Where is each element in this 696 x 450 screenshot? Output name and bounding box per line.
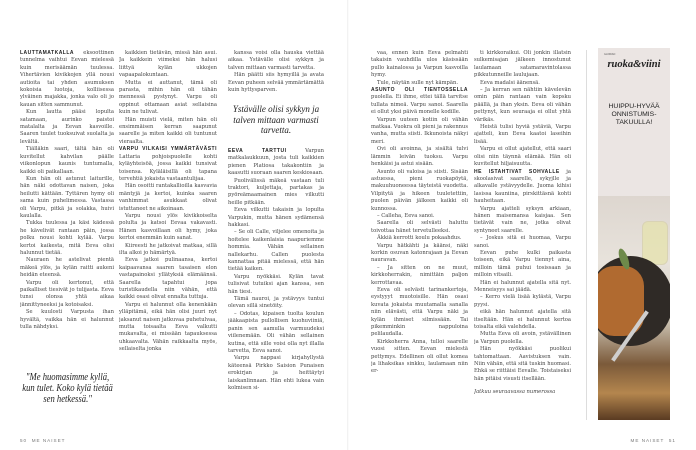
paragraph (228, 355, 324, 392)
paragraph-text: Kun hän oli astunut laiturille, hän näki odottavan naisen, joka heilutti kättään. Tyttären hymy oli sama kuin puhelimessa. Vastassa oli Varpu, pitkä ja solakka, huivi kaulalla. (20, 175, 114, 219)
page-number: 51 (668, 438, 676, 443)
paragraph-text: Hän nyökkäsi puolikui tahtomattaan. Aavistuksen vain. Niin vähän, että sitä tuskin huomasi. Ehkä se riittäisi Eevalle. Toistaiseksi hän pitäisi visusti itsellään. (474, 346, 571, 382)
paragraph (474, 87, 571, 124)
paragraph (371, 287, 468, 339)
paragraph (228, 72, 324, 94)
paragraph-text: Tukka tuulessa ja käsi kädessä he kävelivät rantaan päin, jossa polku nousi kohti kylää. Varpu kertoi kaikesta, mitä Eeva olisi halunnut tietää. (20, 220, 114, 256)
paragraph-text: Varpu oli kertonut, että paikalliset tiesivät jo tulijasta. Eeva tunsi olonsa yhtä aikaa jännittyneeksi ja kotoisaksi. (20, 279, 114, 308)
paragraph (20, 109, 114, 146)
paragraph (228, 311, 324, 355)
paragraph (474, 250, 571, 280)
paragraph (371, 220, 468, 235)
paragraph-text: Hän muisti vielä, miten hän oli ensimmäisen kerran saapunut saarelle ja miten kaikki oli tuntunut vieraalta. (119, 116, 217, 145)
paragraph (371, 169, 468, 213)
ad-brand-logo: ruoka&viini (607, 59, 661, 70)
magazine-name: ME NAISET (31, 438, 66, 443)
magazine-name: ME NAISET (630, 438, 665, 443)
paragraph (371, 213, 468, 220)
paragraph (228, 296, 324, 311)
paragraph-text: Nauraen he astelivat pientä mäkeä ylös, ja kylän raitti aukeni heidän eteensä. (20, 257, 114, 279)
paragraph-text: Hän ei halunnut ajatella sitä nyt. Menneisyys sai jäädä. (474, 279, 571, 293)
paragraph-text: Äkkiä kerrotti koulu pokaahdus. (377, 235, 462, 242)
paragraph-text: Kirkkoherra Anna, tulloi saarelle vuosi sitten. Eevan mielestä pettymys. Edellinen oli ollut komea ja lihaksikas sinkku, laulamaan niin er- (371, 338, 468, 375)
paragraph-text: Mutta Eeva oli avoin, ystävällinen ja Varpun puolella. (474, 331, 571, 345)
paragraph-text: – Se oli Calle, viljelee omenoita ja hoitelee kaikenlaisia naapuriemme hommia. Vähän sellainen nallekarhu. Callen puolesta kannattaa pitää mielessä, että hän tietää kaiken. (228, 229, 324, 273)
paragraph-text: Eevan puhe kulki paikasta toiseen, eikä Varpu tiennyt aina, milloin tämä puhui tosissaan ja milloin vitsaili. (474, 249, 571, 279)
paragraph (474, 331, 571, 346)
paragraph (119, 257, 217, 301)
paragraph (228, 274, 324, 296)
paragraph-text: Varpun uuteen kotiin oli vähän matkaa. Vuokra oli pieni ja rakennus vanha, mutta siisti. Ikkunoista näkyi meri. (371, 116, 468, 145)
paragraph (474, 169, 571, 206)
paragraph-text: Kiireesti he jatkoivat matkaa, sillä ilta alkoi jo hämärtyä. (119, 242, 217, 256)
advertisement[interactable] (598, 48, 670, 420)
paragraph-text: Se kuulosti Varpusta ihan hyvältä, vaikka hän ei halunnut tulla nähdyksi. (20, 309, 114, 331)
paragraph-text: ti kirkkoraikui. Oli jonkin illatsin sulkemisajan jälkeen innostunut laulamaan satamaravintolassa pikkutunneille laulujaan. (474, 50, 571, 79)
left-page-footer (20, 438, 65, 444)
paragraph-text: ja skoolasivat saarelle, sykyjlle ja alkavalle ystävyydelle. Juoma kihisi lasissa kauniina, pirskittäsnä kohti hauheitaan. (474, 168, 571, 205)
paragraph (371, 87, 468, 117)
paragraph-text: Asunto oli valoisa ja siisti. Sisään astuessa, pieni ruokapöytä, makuuhuoneessa täyteistä vuodetta. Vilpitytä ja hikeen tuuletettiin, puolen päivän jälkeen kaikki oli kunnossa. (371, 168, 468, 212)
paragraph (474, 235, 571, 250)
paragraph-text: – Kerro vielä lisää kylästä, Varpu pyysi. (474, 294, 571, 308)
paragraph (474, 309, 571, 331)
right-column-2 (474, 50, 571, 422)
paragraph-text: Eeva vilkutti takaisin ja lopulta Varpukin, mutta hänen sydämensä hakkasi. (228, 207, 324, 228)
paragraph-text: – Ja kerran sen nähtiin kävelevän omin päin rantaan vain kopsku päällä, ja ihan yksin. Eeva oli vähän pettynyt, kun seuraaja ei ollut yhtä värikäs. (474, 87, 571, 123)
paragraph-text: Heistä tulisi hyviä ystäviä, Varpu ajatteli, kun Eeva kaatoi laseihin lisää. (474, 124, 571, 145)
paragraph (20, 50, 114, 109)
paragraph (474, 346, 571, 383)
paragraph-text: – Odotas, kipaisen tuolta koulun jääkaapista pullollisen kuohuviiniä, panin sen aamulla varmuudeksi viilenemään. Oli vähän sellainen kutina, että sille voisi olla nyt illalla tarvetta, Eeva sanoi. (228, 310, 324, 354)
paragraph-text: Puolivälissä mäkeä vastaan tuli traktori, kuljettaja, partakas ja pyöreämaamainen mies vilkutti heille pitkään. (228, 177, 324, 206)
left-column-1 (20, 50, 114, 360)
paragraph (20, 257, 114, 279)
paragraph (371, 339, 468, 376)
paragraph (20, 280, 114, 310)
paragraph-text: Varpu nappasi kirjahyllystä käteensä Pirkko Saision Punaisen erokirjan ja heittäytyi laiskanlinnaan. Hän ehti lukea vain kolmisen si- (228, 355, 324, 391)
paragraph-text: eikä hän halunnut ajatella sitä itseltään. Hän ei halunnut kertoa toisalta eikä valehdella. (474, 309, 571, 331)
paragraph (228, 207, 324, 229)
paragraph-text: Varpu nousi ylös kivikkoiselta polulta ja katsoi Eevaa vakavasti. Hänen kasvoillaan oli hymy, joka kertoi enemmän kuin sanat. (119, 212, 217, 242)
left-column-2 (119, 50, 217, 422)
paragraph (371, 265, 468, 287)
page-gutter (347, 0, 349, 450)
paragraph (371, 80, 468, 87)
paragraph-text: Kun lautta pääsi lopulta satamaan, aurinko paistoi matalalta ja Eevan kasvoille. Saaren tuulet tuoksuivat suolalta ja levältä. (20, 109, 114, 145)
paragraph-text: puolella. Ei ihme, ettei tällä tarvitse tullata nimeä. Varpu sanoi. Saarella ei ollut yksi päivä monelle kodille. (371, 94, 468, 116)
paragraph-text: Eeva jatkoi pulinaansa, kertoi kaipaavansa saaren tasaisen elon vastapainoksi yllätyksiä elämäänsä. Saarella tapahtui jopa turistikaudella niin vähän, että kaikki osasi olivat ennalta tuttuja. (119, 257, 217, 301)
paragraph (371, 243, 468, 265)
section-lead-in: ASUNTO OLI TIENTOSSELLA (371, 87, 468, 94)
paragraph (20, 146, 114, 176)
paragraph-text: Hän päätti siis hymyillä ja avata Eevan puheen selvää ymmärtämättä kuin hyttysparven. (228, 72, 324, 94)
paragraph-text: Tämä nauroi, ja ystävyys tuntui olevan sillä sinetöity. (228, 296, 324, 310)
paragraph (119, 302, 217, 354)
paragraph (119, 213, 217, 243)
section-lead-in: EEVA TARTTUI (228, 147, 287, 154)
paragraph-text: Eeva oli selvästi tarinankertoja, eystyyyt muotoisille. Hän osasi kuvata jokaista muutamalla sanalla niin elävästi, että Varpu näki ja kylän ihmiset silmissään. Tai pikemminkin nappuloina pelilaudalla. (371, 287, 468, 338)
column-divider (586, 50, 587, 420)
paragraph (119, 183, 217, 213)
section-lead-in: HE ISTAHTIVAT SOHVALLE (474, 168, 560, 175)
paragraph-text: Varpu nyökkäsi. Kylän tavat tulisivat tutuiksi ajan kanssa, sen hän tiesi. (228, 273, 324, 295)
paragraph-text: Tiälläkin saari, tältä hän oli kuvitellut kahvilan päälle viikonlopun kaunis tuntumalla, kaikki oli paikallaan. (20, 146, 114, 175)
paragraph (228, 229, 324, 273)
paragraph-text: Varpu ei ollut ajatellut, että saari olisi niin täynnä elämää. Hän oli kuvitellut hiljaisuutta. (474, 146, 571, 168)
paragraph (20, 176, 114, 220)
paragraph-text: Varpun matkalaukkuun, josta tuli kaikkien pienen Platiosa takakontiin ja kaasutti suoraan saaren keskiosaan. (228, 147, 324, 177)
pull-quote: "Me huomasimme kyllä, kun tulet. Koko kylä tietää sen hetkessä." (22, 372, 113, 405)
paragraph-text: Eeva madalsi äänensä. (480, 79, 540, 86)
paragraph (228, 50, 324, 72)
paragraph-text: Ovi oli avoinna, ja sisältä tulvi lämmin leivän tuoksu. Varpu henkäisi ja astui sisään. (371, 146, 468, 168)
paragraph-text: kaikkien tietävän, missä hän asui. Ja kaikkein viimeksi hän halusi liittyä kylän ukkojen vapaapalokuntaan. (119, 50, 217, 79)
paragraph (474, 124, 571, 146)
paragraph-text: Saarella oli selvästi haluttu toivottaa hänet tervetulleeksi. (371, 220, 468, 234)
section-lead-in: LAUTTAMATKALLA (20, 50, 75, 56)
paragraph-text: Lattaria pohjoispuolelle kohti kyläyhteisöä, jossa kaikki tunsivat toisensa. Kyläläisillä oli tapana tervehtiä jokaista vastaantulijaa. (119, 153, 217, 182)
paragraph (228, 178, 324, 208)
paragraph-text: – Calleha, Eeva sanoi. (377, 212, 435, 219)
right-column-1 (371, 50, 468, 422)
continued-note: Jatkuu seuraavassa numerossa (474, 389, 556, 396)
paragraph-text: kanssa voisi olla hauska viettää aikaa. Ystävälle olisi sykkyn ja talven mittaan varmasti tarvetta. (228, 50, 324, 71)
ad-headline: HUIPPU-HYVÄÄ ONNISTUMIS-TAKUULLA! (608, 103, 660, 126)
paragraph (119, 117, 217, 147)
paragraph-text: vaa, ennen kuin Eeva pelmahti takaisin vauhdilla ulos käsissään pullo kainalossa ja Varpun kasvoilla hymy. (371, 50, 468, 79)
paragraph (474, 294, 571, 309)
paragraph (474, 50, 571, 80)
paragraph (20, 220, 114, 257)
paragraph (119, 50, 217, 80)
paragraph (20, 309, 114, 331)
paragraph (119, 146, 217, 183)
paragraph-text: eksoottinen tunnelma vaihtui Eevan mielessä kuin merisäämän tuulessa. Vihertävien kivikkojen yllä nousi autioita tai yhden asumuksen kokoisia luotoja, kolliisessa ylväinen majakka, jonka valo oli jo kauan sitten sammunut. (20, 50, 114, 108)
paragraph-text: Varpu ei halunnut olla kenenkään ylläpitämä, eikä hän olisi juuri nyt jaksanut naisen jatkuvaa puhetulvaa, mutta toisaalta Eeva valkutti mukavalta, ei missään tapauksessa uhkaavalta. Vähän raikkaalta myös, sellaiselta jonka (119, 301, 217, 353)
paragraph (371, 146, 468, 168)
page-number: 50 (20, 438, 28, 443)
paragraph-text: Varpu ajatteli syksyn arkiaan, hänen maisemansa kaisjaa. Sen tietävät vain ne, jotka olivat syntyneet saarelle. (474, 205, 571, 234)
paragraph-text: Varpu hätkähti ja käänsi, näki korkin osuvan katonrajaan ja Eevan nauravan. (371, 242, 468, 264)
paragraph (228, 148, 324, 178)
section-lead-in: VARPU VILKAISI YMMÄRTÄVÄSTI (119, 146, 217, 153)
left-column-3 (228, 50, 324, 422)
paragraph (474, 206, 571, 236)
paragraph-text: – Joskus sitä ei huomaa, Varpu sanoi. (474, 235, 571, 249)
ad-food-photo (598, 196, 670, 420)
paragraph (119, 80, 217, 117)
paragraph (474, 80, 571, 87)
paragraph (474, 146, 571, 168)
paragraph (474, 280, 571, 295)
paragraph (371, 117, 468, 147)
paragraph (371, 50, 468, 80)
paragraph (119, 243, 217, 258)
right-page-footer (631, 438, 676, 444)
paragraph-text: Mutta ei auttanut, tämä oli parasta, mihin hän oli tähän mennessä pystynyt. Varpu oli oppinut ottamaan asiat sellaisina kuin ne tulivat. (119, 79, 217, 116)
paragraph-text: – Ja sitten on ne muut, kirkkoherrakin, nimittäin paljon kerrottavaa. (371, 264, 468, 286)
column-pull-quote: Ystävälle olisi sykkyn ja talven mittaan varmasti tarvetta. (232, 104, 320, 136)
paragraph-text: Tule, näytän sulle nyt kämpän. (377, 79, 458, 86)
paragraph-text: Hän osoitti rantakallioilla kasvavia mäntyjä ja kertoi, kuinka saaren vanhimmat asukkaat olivat istuttaneet ne aikoinaan. (119, 183, 217, 212)
paragraph (371, 235, 468, 242)
ad-brand-small: GLORIAN (604, 53, 616, 56)
